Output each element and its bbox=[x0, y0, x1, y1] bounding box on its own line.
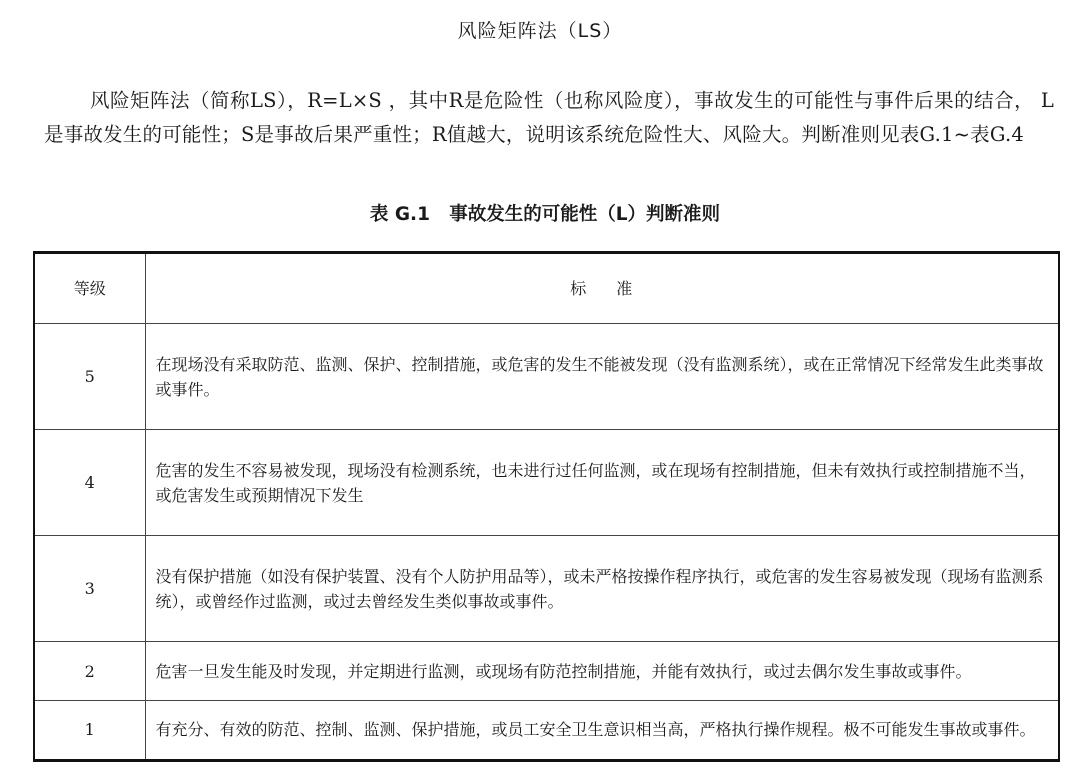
intro-paragraph bbox=[44, 84, 1054, 152]
grade-cell: 3 bbox=[34, 536, 145, 642]
table-row bbox=[34, 430, 1059, 536]
standard-cell: 危害的发生不容易被发现，现场没有检测系统，也未进行过任何监测，或在现场有控制措施，但未有效执行或控制措施不当，或危害发生或预期情况下发生 bbox=[145, 430, 1059, 536]
table-row bbox=[34, 642, 1059, 700]
document-title: 风险矩阵法（LS） bbox=[457, 20, 623, 42]
header-grade: 等级 bbox=[34, 253, 145, 324]
likelihood-criteria-table bbox=[33, 251, 1060, 762]
table-header-row bbox=[34, 253, 1059, 324]
grade-cell: 1 bbox=[34, 700, 145, 760]
standard-cell: 危害一旦发生能及时发现，并定期进行监测，或现场有防范控制措施，并能有效执行，或过去偶尔发生事故或事件。 bbox=[145, 642, 1059, 700]
table-row bbox=[34, 324, 1059, 430]
table-caption: 表 G.1 事故发生的可能性（L）判断准则 bbox=[369, 204, 721, 225]
grade-cell: 2 bbox=[34, 642, 145, 700]
header-standard: 标准 bbox=[145, 253, 1059, 324]
table-row bbox=[34, 536, 1059, 642]
grade-cell: 4 bbox=[34, 430, 145, 536]
standard-cell: 没有保护措施（如没有保护装置、没有个人防护用品等），或未严格按操作程序执行，或危害的发生容易被发现（现场有监测系统），或曾经作过监测，或过去曾经发生类似事故或事件。 bbox=[145, 536, 1059, 642]
intro-text: 风险矩阵法（简称LS），R=L×S ，其中R是危险性（也称风险度），事故发生的可能性与事件后果的结合， L是事故发生的可能性；S是事故后果严重性；R值越大，说明该系统危险性大、风险大。判断准则见表G.1~表G.4 bbox=[44, 89, 1054, 146]
standard-cell: 在现场没有采取防范、监测、保护、控制措施，或危害的发生不能被发现（没有监测系统），或在正常情况下经常发生此类事故或事件。 bbox=[145, 324, 1059, 430]
standard-cell: 有充分、有效的防范、控制、监测、保护措施，或员工安全卫生意识相当高，严格执行操作规程。极不可能发生事故或事件。 bbox=[145, 700, 1059, 760]
table-row bbox=[34, 700, 1059, 760]
grade-cell: 5 bbox=[34, 324, 145, 430]
